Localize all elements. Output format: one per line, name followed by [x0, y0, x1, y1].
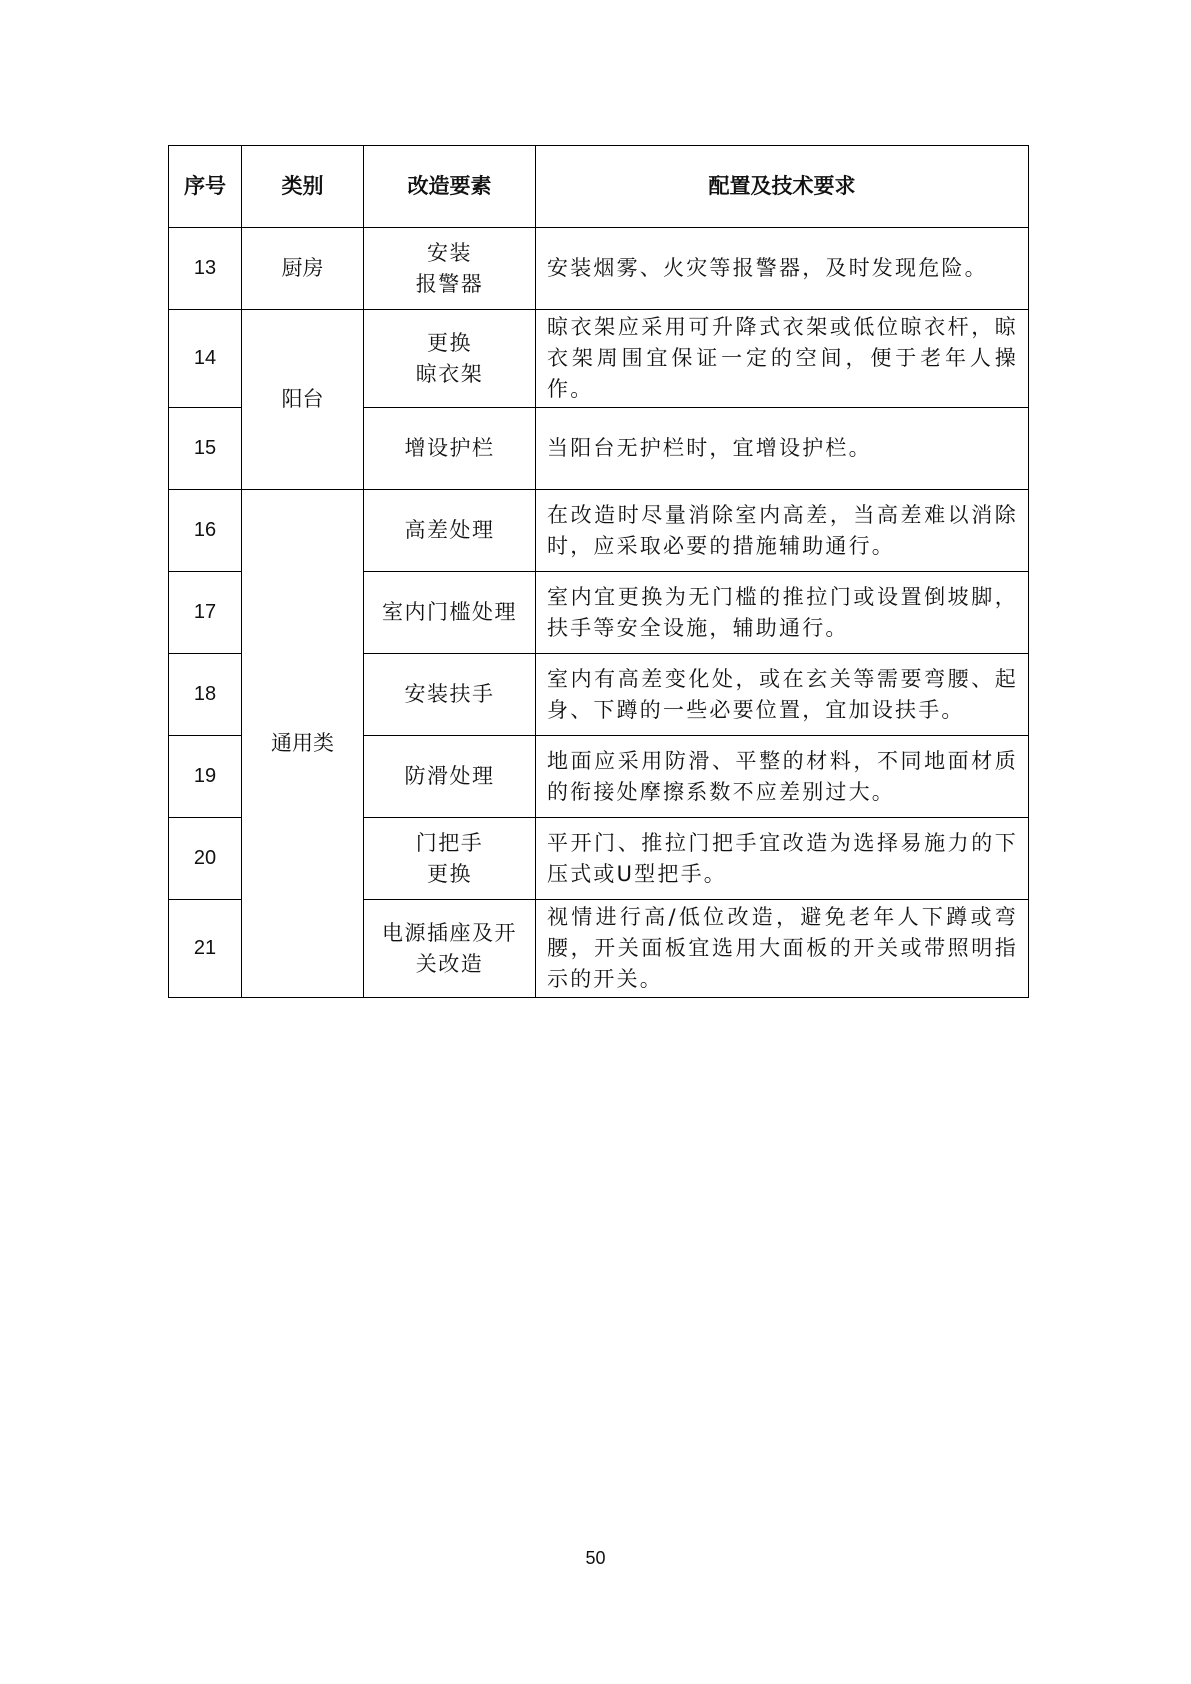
element-cell	[364, 572, 536, 654]
header-category: 类别	[242, 146, 364, 228]
row-number: 18	[169, 654, 242, 736]
element-cell	[364, 490, 536, 572]
requirement-cell: 当阳台无护栏时，宜增设护栏。	[536, 408, 1029, 490]
element-line: 高差处理	[404, 518, 495, 542]
row-number: 19	[169, 736, 242, 818]
element-line: 安装扶手	[404, 682, 495, 706]
table-header-row	[169, 146, 1029, 228]
renovation-requirements-table	[168, 145, 1029, 998]
requirement-cell: 晾衣架应采用可升降式衣架或低位晾衣杆，晾衣架周围宜保证一定的空间，便于老年人操作。	[536, 310, 1029, 408]
row-number: 14	[169, 310, 242, 408]
element-line: 晾衣架	[415, 361, 484, 386]
requirement-cell: 安装烟雾、火灾等报警器，及时发现危险。	[536, 228, 1029, 310]
element-cell	[364, 900, 536, 998]
element-line: 防滑处理	[404, 764, 495, 788]
element-line: 更换	[427, 330, 472, 355]
table-row	[169, 310, 1029, 408]
category-general: 通用类	[242, 490, 364, 998]
requirement-cell: 视情进行高/低位改造，避免老年人下蹲或弯腰，开关面板宜选用大面板的开关或带照明指示的开关。	[536, 900, 1029, 998]
element-cell	[364, 228, 536, 310]
table-row	[169, 228, 1029, 310]
element-line: 关改造	[415, 951, 484, 976]
element-cell	[364, 818, 536, 900]
element-cell	[364, 408, 536, 490]
row-number: 15	[169, 408, 242, 490]
category-kitchen: 厨房	[242, 228, 364, 310]
requirement-cell: 室内宜更换为无门槛的推拉门或设置倒坡脚，扶手等安全设施，辅助通行。	[536, 572, 1029, 654]
element-line: 报警器	[415, 271, 484, 296]
category-balcony: 阳台	[242, 310, 364, 490]
row-number: 16	[169, 490, 242, 572]
table-row	[169, 490, 1029, 572]
element-cell	[364, 310, 536, 408]
header-no: 序号	[169, 146, 242, 228]
element-cell	[364, 736, 536, 818]
requirement-cell: 地面应采用防滑、平整的材料，不同地面材质的衔接处摩擦系数不应差别过大。	[536, 736, 1029, 818]
element-line: 室内门槛处理	[382, 600, 517, 624]
element-cell	[364, 654, 536, 736]
element-line: 电源插座及开	[382, 920, 517, 945]
page-number: 50	[585, 1548, 606, 1568]
element-line: 增设护栏	[404, 436, 495, 460]
row-number: 21	[169, 900, 242, 998]
element-line: 门把手	[415, 830, 484, 855]
header-requirements: 配置及技术要求	[536, 146, 1029, 228]
row-number: 17	[169, 572, 242, 654]
row-number: 13	[169, 228, 242, 310]
requirement-cell: 室内有高差变化处，或在玄关等需要弯腰、起身、下蹲的一些必要位置，宜加设扶手。	[536, 654, 1029, 736]
requirement-cell: 平开门、推拉门把手宜改造为选择易施力的下压式或U型把手。	[536, 818, 1029, 900]
row-number: 20	[169, 818, 242, 900]
requirement-cell: 在改造时尽量消除室内高差，当高差难以消除时，应采取必要的措施辅助通行。	[536, 490, 1029, 572]
element-line: 更换	[427, 861, 472, 886]
header-element: 改造要素	[364, 146, 536, 228]
element-line: 安装	[427, 240, 472, 265]
